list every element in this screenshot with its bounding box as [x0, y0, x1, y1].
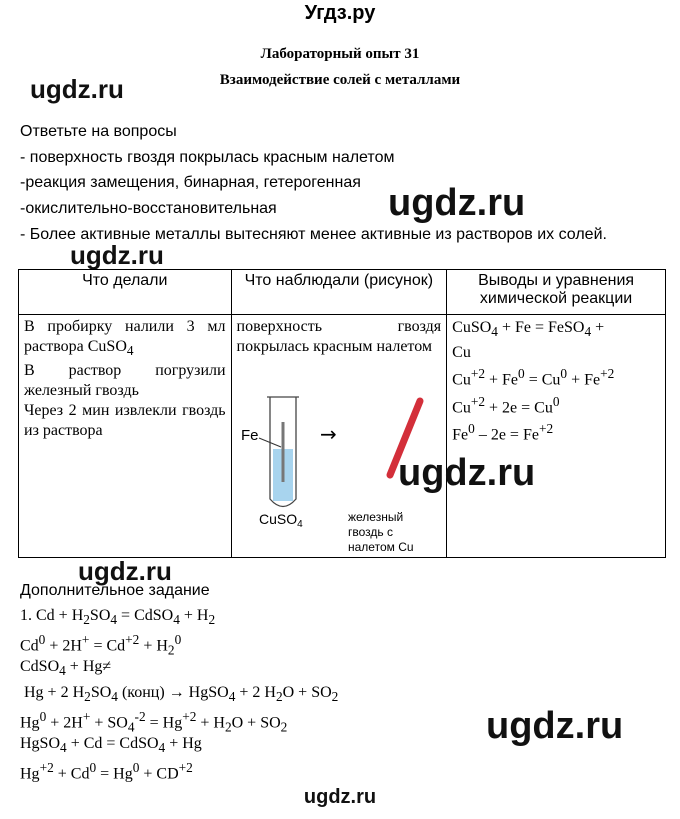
equation: $Cu^{+2} + Fe^0 = Cu^0 + Fe^{+2}$: [452, 366, 615, 389]
equation: $Cu^{+2} + 2e = Cu^0$: [452, 393, 560, 416]
extra-equation: Hg + 2 $H_2SO_4$ (конц) → HgSO$_4$ + 2 $H_2O + SO_2$: [24, 684, 339, 705]
extra-equation: HgSO$_4$ + Cd = CdSO$_4$ + Hg: [20, 735, 202, 756]
lab-table: [18, 269, 666, 558]
page-subtitle: Взаимодействие солей с металлами: [219, 72, 461, 88]
did-step: В раствор погрузили железный гвоздь: [24, 362, 226, 400]
watermark: ugdz.ru: [486, 705, 624, 747]
footer-watermark: ugdz.ru: [303, 786, 377, 808]
answer-item: - поверхность гвоздя покрылась красным налетом: [20, 149, 395, 166]
extra-heading: Дополнительное задание: [20, 582, 210, 599]
extra-equation: CdSO$_4$ + Hg≠: [20, 658, 112, 679]
column-header-conclusions: Выводы и уравнения химической реакции: [447, 270, 666, 315]
extra-equation: 1. $Cd + H_2SO_4$ = CdSO$_4$ + $H_2$: [20, 607, 216, 628]
watermark: ugdz.ru: [30, 74, 124, 104]
watermark: ugdz.ru: [388, 182, 526, 224]
answers-heading: Ответьте на вопросы: [20, 123, 177, 140]
watermark: ugdz.ru: [78, 556, 172, 586]
observed-cell: [231, 315, 447, 558]
conclusions-cell: [447, 315, 666, 558]
table-header-row: [19, 270, 666, 315]
solution-label: CuSO$_4$: [258, 511, 303, 530]
column-header-did: Что делали: [19, 270, 232, 315]
equation: $Fe^0 - 2e = Fe^{+2}$: [452, 420, 554, 444]
fe-label: Fe: [240, 427, 259, 444]
equation: Cu: [452, 344, 471, 362]
nail-caption: налетом Cu: [347, 540, 414, 554]
answer-item: -окислительно-восстановительная: [20, 200, 277, 217]
answer-item: - Более активные металлы вытесняют менее активные из растворов их солей.: [20, 226, 607, 243]
extra-equation: $Hg^0 + 2H^+ + SO_4^{-2} = Hg^{+2} + H_2O + SO_2$: [20, 709, 288, 735]
did-step: В пробирку налили 3 мл раствора CuSO$_4$: [24, 318, 226, 359]
nail-caption: железный: [347, 510, 403, 524]
watermark: ugdz.ru: [398, 452, 536, 494]
extra-equation: $Hg^{+2} + Cd^0 = Hg^0 + CD^{+2}$: [20, 760, 193, 783]
reaction-arrow: →: [319, 422, 337, 446]
observed-text: поверхность гвоздя покрылась красным налетом: [236, 318, 442, 355]
column-header-observed: Что наблюдали (рисунок): [231, 270, 447, 315]
table-row: [19, 315, 666, 558]
equation: CuSO$_4$ + Fe = FeSO$_4$ +: [452, 319, 605, 340]
answer-item: -реакция замещения, бинарная, гетерогенная: [20, 174, 361, 191]
did-cell: [19, 315, 232, 558]
extra-equation: $Cd^0 + 2H^+ = Cd^{+2} + H_2^0$: [20, 632, 182, 658]
watermark: ugdz.ru: [70, 240, 164, 270]
site-title[interactable]: Угдз.ру: [304, 2, 376, 24]
nail-caption: гвоздь с: [347, 525, 393, 539]
did-step: Через 2 мин извлекли гвоздь из раствора: [24, 402, 226, 440]
page-title: Лабораторный опыт 31: [260, 46, 420, 62]
